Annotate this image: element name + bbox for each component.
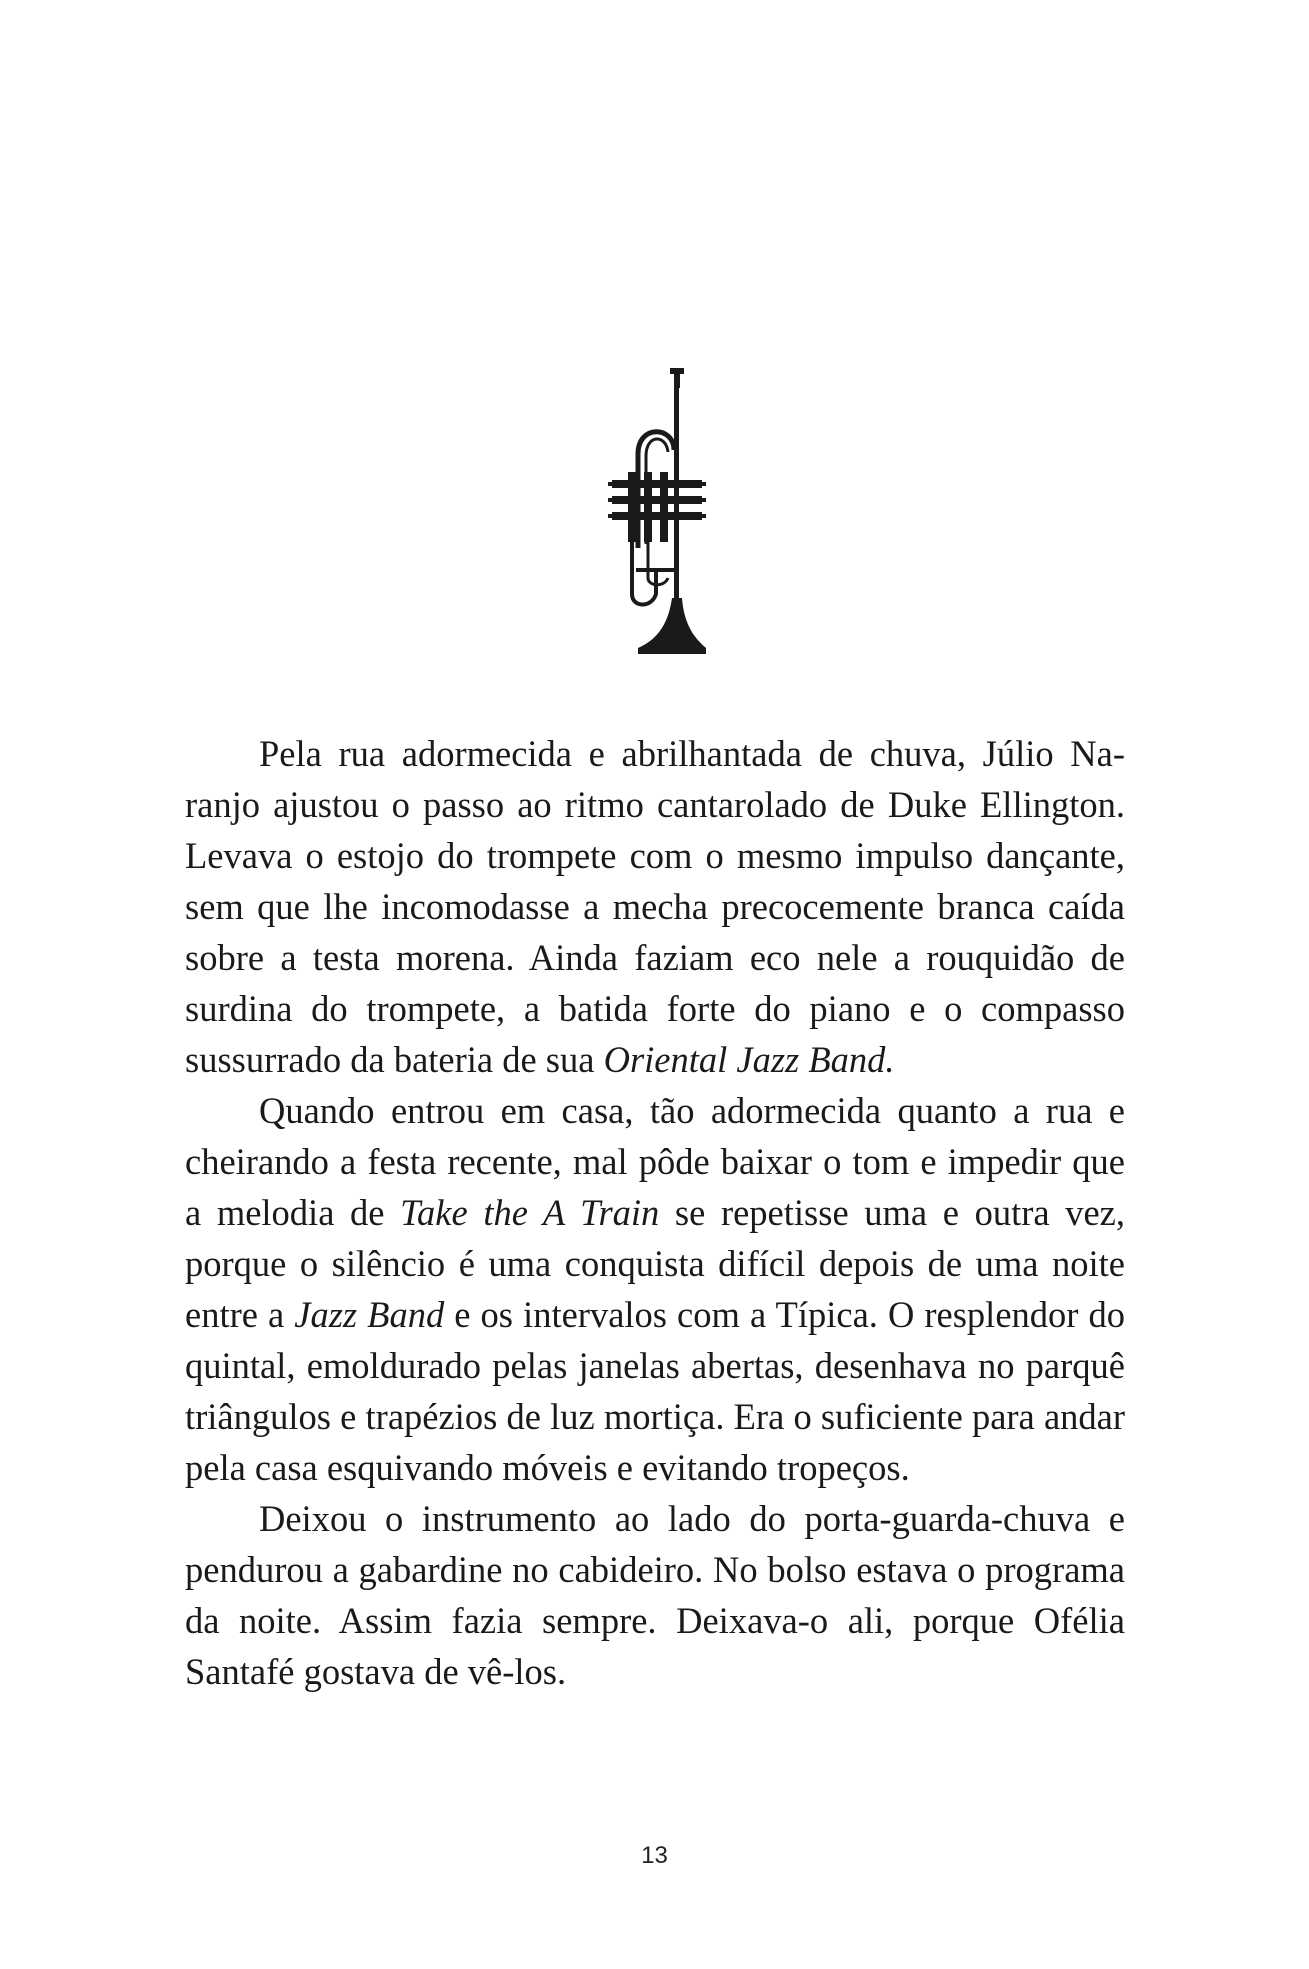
italic-title: Oriental Jazz Band. <box>603 1039 895 1080</box>
text-run: se repetisse uma e outra vez, porque o silêncio é uma conquista difícil depois de uma noite entre a <box>185 1192 1125 1335</box>
trumpet-icon <box>608 368 708 654</box>
page-number: 13 <box>641 1842 668 1869</box>
italic-title: Take the A Train <box>400 1192 660 1233</box>
text-run: Deixou o instrumento ao lado do porta-guarda-chuva e pendurou a gabardine no cabideiro. No bolso estava o programa da noite. Assim fazia sempre. Deixava-o ali, porque Ofélia Santafé gostava de vê-los. <box>185 1498 1125 1692</box>
paragraph-3 <box>185 1493 1125 1697</box>
paragraph-2 <box>185 1085 1125 1493</box>
text-run: Pela rua adormecida e abrilhantada de chuva, Júlio Naranjo ajustou o passo ao ritmo cantarolado de Duke Ellington. Levava o estojo do trompete com o mesmo impulso dançante, sem que lhe incomodasse a mecha precocemente branca caída sobre a testa morena. Ainda faziam eco nele a rouquidão de surdina do trompete, a batida forte do piano e o compasso sussurrado da bateria de sua <box>185 733 1125 1080</box>
text-run: e os intervalos com a Típica. O resplendor do quintal, emoldurado pelas janelas abertas, desenhava no parquê triângulos e trapézios de luz mortiça. Era o suficiente para andar pela casa esquivando móveis e evitando tropeços. <box>185 1294 1125 1488</box>
text-run: Quando entrou em casa, tão adormecida quanto a rua e cheirando a festa recente, mal pôde baixar o tom e impedir que a melodia de <box>185 1090 1125 1233</box>
body-text <box>185 728 1125 1697</box>
italic-title: Jazz Band <box>294 1294 445 1335</box>
paragraph-1 <box>185 728 1125 1085</box>
